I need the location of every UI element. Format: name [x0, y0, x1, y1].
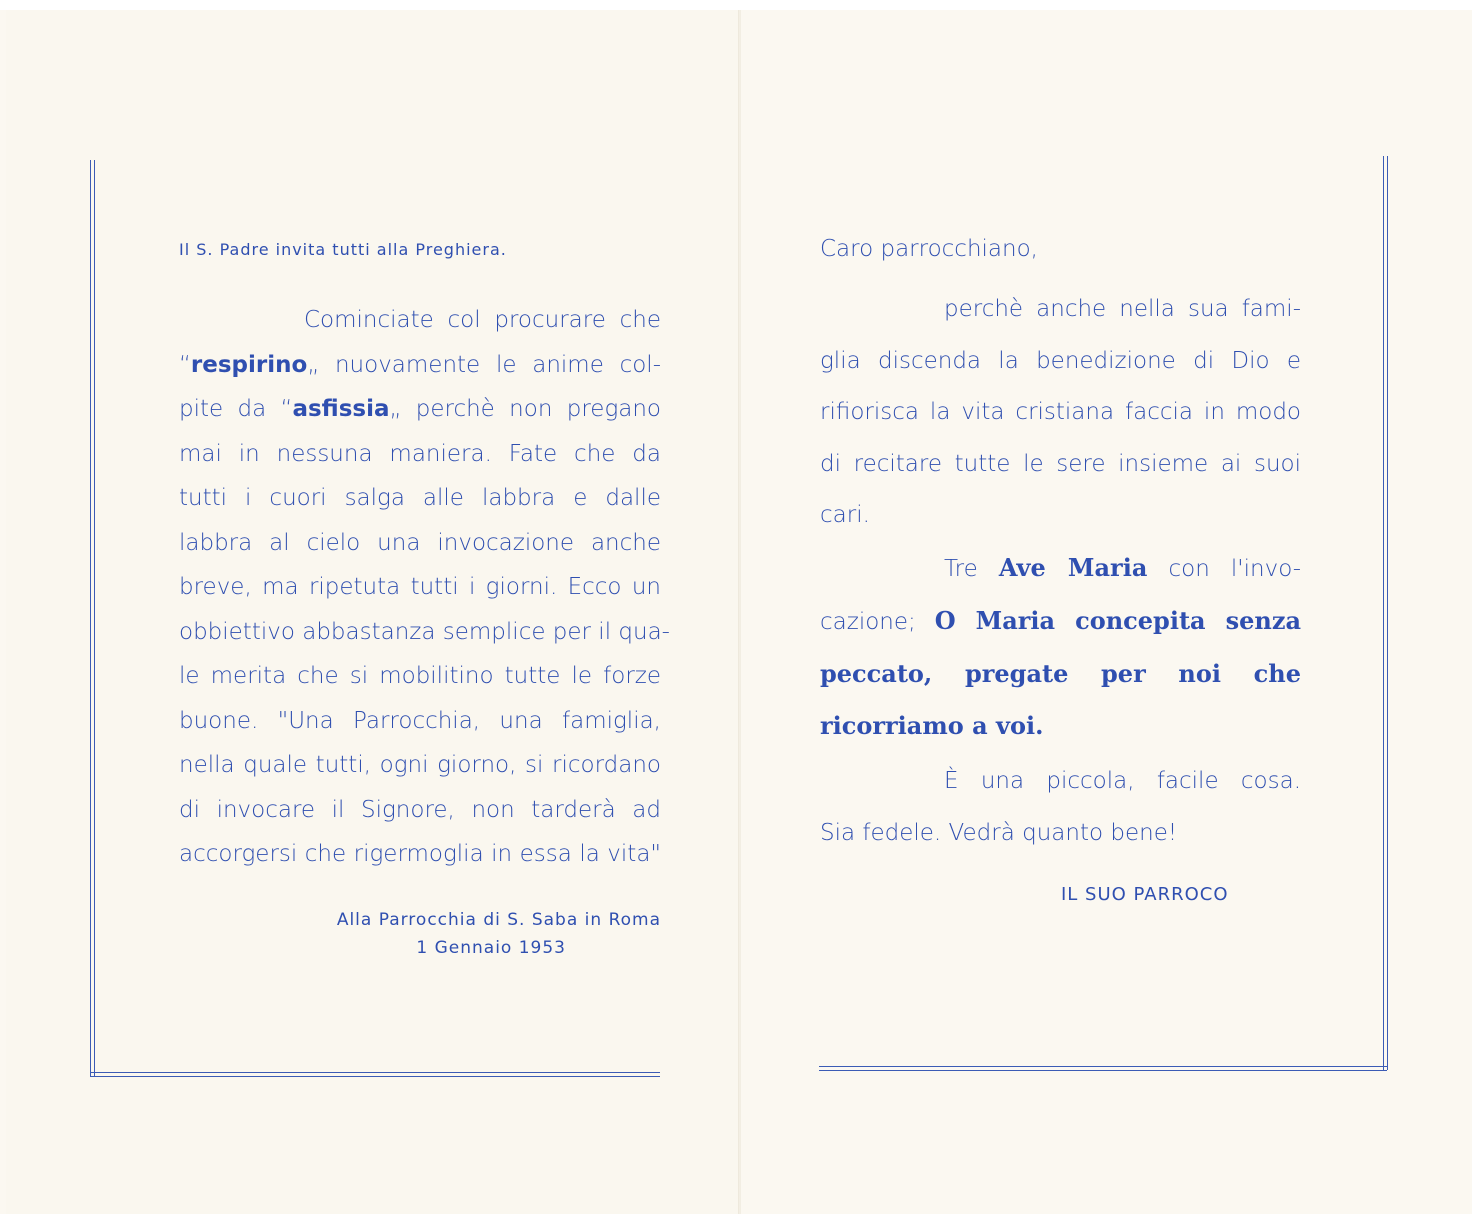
ave-maria-paragraph [820, 542, 1301, 752]
quote-line: le merita che si mobilitino tutte le forze [179, 663, 661, 689]
closing-paragraph [820, 755, 1301, 859]
prayer-heading: Il S. Padre invita tutti alla Preghiera. [179, 240, 507, 259]
paragraph-line: di recitare tutte le sere insieme ai suoi [820, 450, 1301, 477]
paragraph-line: Tre Ave Maria con l'invo- [944, 553, 1302, 582]
right-frame-line [1383, 156, 1384, 1070]
quote-line: mai in nessuna maniera. Fate che da [179, 440, 661, 467]
invitation-paragraph [820, 284, 1301, 542]
paragraph-line: rifiorisca la vita cristiana faccia in modo [820, 399, 1301, 425]
quote-line: Cominciate col procurare che [304, 307, 661, 333]
paragraph-line: cazione; O Maria concepita senza [820, 606, 1301, 635]
right-page [741, 10, 1472, 1214]
signature-block [306, 906, 661, 962]
quote-line: buone. "Una Parrocchia, una famiglia, [179, 707, 661, 734]
quote-line: di invocare il Signore, non tarderà ad [179, 796, 661, 823]
quote-line: obbiettivo abbastanza semplice per il qua- [179, 618, 670, 645]
quote-line: nella quale tutti, ogni giorno, si ricordano [179, 752, 661, 778]
left-page [6, 10, 741, 1214]
parish-priest-signature: IL SUO PARROCO [1061, 884, 1229, 905]
paragraph-line: È una piccola, facile cosa. [944, 768, 1301, 794]
pope-quote [179, 298, 670, 877]
scan-top-margin [0, 0, 1472, 10]
paragraph-line: cari. [820, 502, 870, 528]
bottom-frame-line [819, 1070, 1387, 1071]
quote-line: breve, ma ripetuta tutti i giorni. Ecco un [179, 574, 661, 600]
quote-line: pite da “asfissia„ perchè non pregano [179, 396, 661, 422]
paragraph-line: glia discenda la benedizione di Dio e [820, 347, 1301, 374]
paragraph-line: Sia fedele. Vedrà quanto bene! [820, 820, 1178, 846]
bottom-frame-line [90, 1072, 660, 1073]
paragraph-line: peccato, pregate per noi che [820, 659, 1301, 688]
quote-line: labbra al cielo una invocazione anche [179, 529, 661, 556]
left-frame-line [90, 160, 91, 1076]
paragraph-line: ricorriamo a voi. [820, 711, 1044, 740]
right-frame-line [1387, 156, 1388, 1070]
left-frame-line [94, 160, 95, 1076]
bottom-frame-line [90, 1076, 660, 1077]
signature-date: 1 Gennaio 1953 [416, 938, 566, 958]
quote-line: tutti i cuori salga alle labbra e dalle [179, 485, 661, 511]
quote-line: accorgersi che rigermoglia in essa la vita" [179, 841, 661, 867]
bottom-frame-line [819, 1066, 1387, 1067]
quote-line: “respirino„ nuovamente le anime col- [179, 351, 661, 378]
greeting: Caro parrocchiano, [820, 236, 1038, 262]
signature-parish: Alla Parrocchia di S. Saba in Roma [336, 910, 661, 930]
paragraph-line: perchè anche nella sua fami- [944, 296, 1301, 322]
